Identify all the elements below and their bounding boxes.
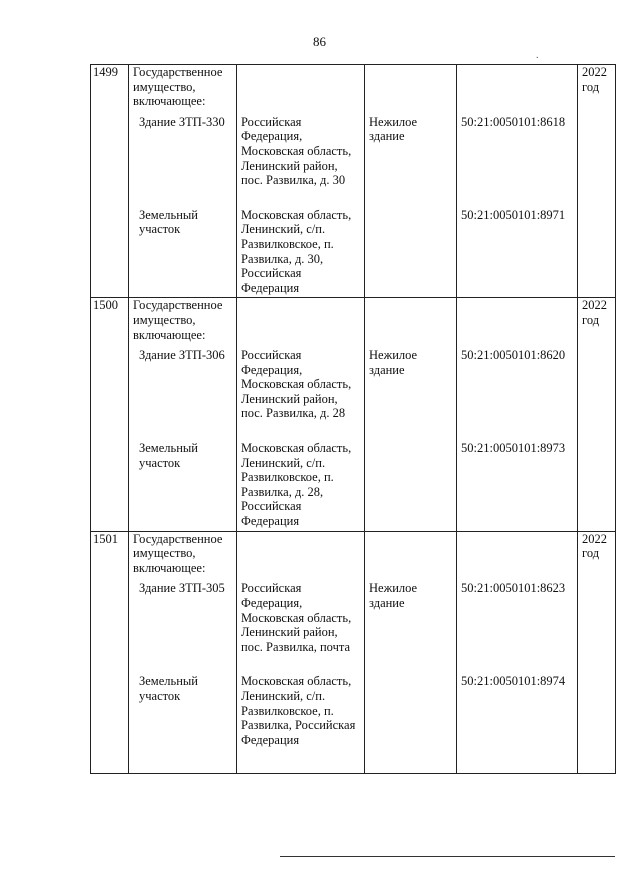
record-header-row xyxy=(91,65,616,109)
record-item-row xyxy=(91,575,616,672)
empty-cell xyxy=(578,672,616,773)
record-year: 2022 год xyxy=(578,298,616,342)
record-number: 1500 xyxy=(91,298,129,342)
record-header-row xyxy=(91,531,616,575)
record-item-row xyxy=(91,109,616,206)
item-address: Российская Федерация, Московская область, Ленинский район, пос. Развилка, почта xyxy=(237,575,365,672)
item-address: Российская Федерация, Московская область, Ленинский район, пос. Развилка, д. 28 xyxy=(237,342,365,439)
item-type xyxy=(365,206,457,298)
item-address: Российская Федерация, Московская область, Ленинский район, пос. Развилка, д. 30 xyxy=(237,109,365,206)
group-label: Государственное имущество, включающее: xyxy=(129,298,237,342)
empty-cell xyxy=(457,531,578,575)
empty-cell xyxy=(91,575,129,672)
item-name xyxy=(129,109,237,206)
registry-body xyxy=(91,65,616,774)
item-name-text: Здание ЗТП-306 xyxy=(139,348,225,363)
empty-cell xyxy=(578,439,616,531)
item-type xyxy=(365,672,457,773)
record-item-row xyxy=(91,206,616,298)
item-cadastral-number: 50:21:0050101:8623 xyxy=(457,575,578,672)
empty-cell xyxy=(457,65,578,109)
item-name xyxy=(129,342,237,439)
item-address: Московская область, Ленинский, с/п. Развилковское, п. Развилка, д. 28, Российская Федерация xyxy=(237,439,365,531)
empty-cell xyxy=(578,575,616,672)
item-name-text: Здание ЗТП-330 xyxy=(139,114,225,129)
empty-cell xyxy=(578,109,616,206)
empty-cell xyxy=(237,531,365,575)
item-cadastral-number: 50:21:0050101:8971 xyxy=(457,206,578,298)
empty-cell xyxy=(237,298,365,342)
item-cadastral-number: 50:21:0050101:8973 xyxy=(457,439,578,531)
item-type: Нежилое здание xyxy=(365,342,457,439)
empty-cell xyxy=(578,342,616,439)
page-number: 86 xyxy=(313,34,326,49)
empty-cell xyxy=(578,206,616,298)
group-label: Государственное имущество, включающее: xyxy=(129,531,237,575)
item-name-text: Земельный участок xyxy=(139,207,198,237)
empty-cell xyxy=(91,672,129,773)
empty-cell xyxy=(91,109,129,206)
empty-cell xyxy=(365,298,457,342)
scan-mark: . xyxy=(536,50,539,61)
record-number: 1501 xyxy=(91,531,129,575)
record-header-row xyxy=(91,298,616,342)
record-year: 2022 год xyxy=(578,531,616,575)
empty-cell xyxy=(365,65,457,109)
item-name xyxy=(129,206,237,298)
record-item-row xyxy=(91,342,616,439)
item-address: Московская область, Ленинский, с/п. Развилковское, п. Развилка, д. 30, Российская Федерация xyxy=(237,206,365,298)
empty-cell xyxy=(91,439,129,531)
item-type: Нежилое здание xyxy=(365,575,457,672)
item-name xyxy=(129,439,237,531)
item-type xyxy=(365,439,457,531)
empty-cell xyxy=(365,531,457,575)
empty-cell xyxy=(237,65,365,109)
group-label: Государственное имущество, включающее: xyxy=(129,65,237,109)
item-address: Московская область, Ленинский, с/п. Развилковское, п. Развилка, Российская Федерация xyxy=(237,672,365,773)
item-cadastral-number: 50:21:0050101:8974 xyxy=(457,672,578,773)
record-item-row xyxy=(91,439,616,531)
item-name-text: Земельный участок xyxy=(139,674,198,703)
empty-cell xyxy=(91,342,129,439)
record-year: 2022 год xyxy=(578,65,616,109)
item-name-text: Земельный участок xyxy=(139,441,198,470)
record-number: 1499 xyxy=(91,65,129,109)
item-name xyxy=(129,672,237,773)
empty-cell xyxy=(91,206,129,298)
item-type: Нежилое здание xyxy=(365,109,457,206)
item-cadastral-number: 50:21:0050101:8620 xyxy=(457,342,578,439)
empty-cell xyxy=(457,298,578,342)
item-name xyxy=(129,575,237,672)
record-item-row xyxy=(91,672,616,773)
item-name-text: Здание ЗТП-305 xyxy=(139,581,225,596)
bottom-rule xyxy=(280,856,615,857)
item-cadastral-number: 50:21:0050101:8618 xyxy=(457,109,578,206)
property-registry-table xyxy=(90,64,616,774)
